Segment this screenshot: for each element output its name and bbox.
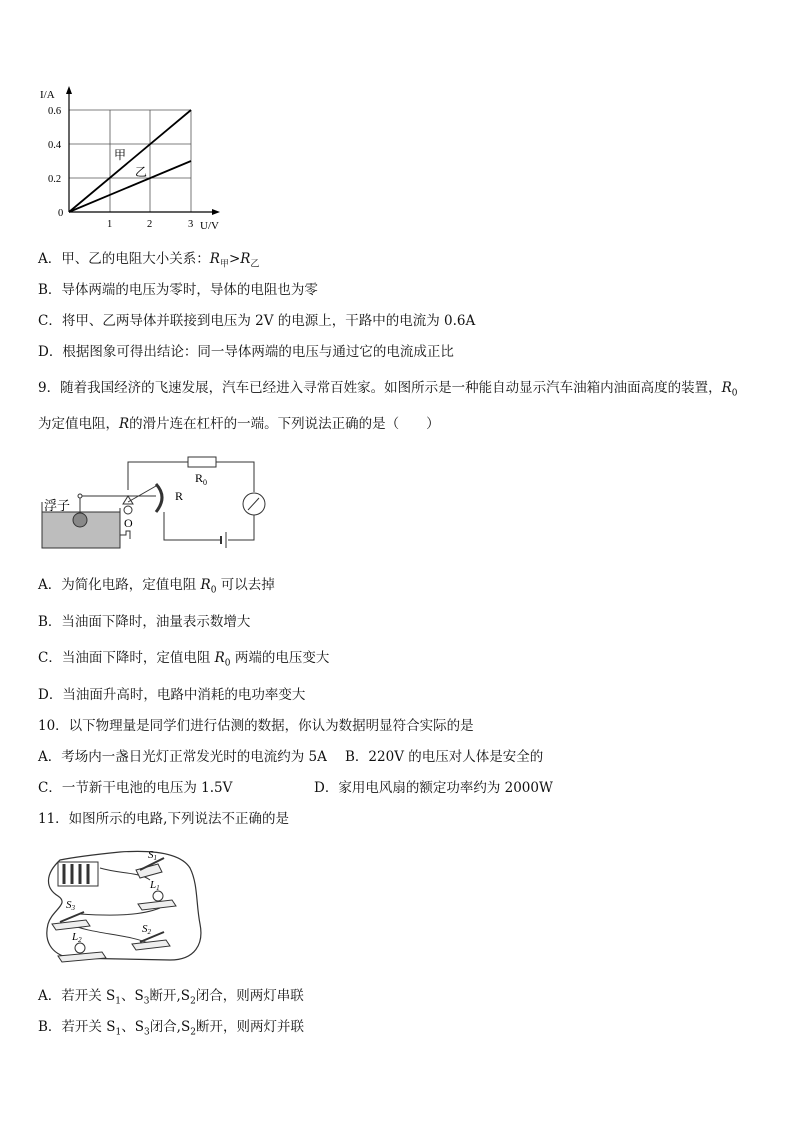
q9-stem-line2: 为定值电阻，R的滑片连在杠杆的一端。下列说法正确的是（ ） xyxy=(38,416,440,432)
r-label: R xyxy=(175,489,184,503)
x-axis-label: U/V xyxy=(200,220,219,232)
label-jia: 甲 xyxy=(114,148,127,162)
l2-label: L2 xyxy=(72,931,82,944)
slider-lever xyxy=(128,486,156,502)
q10-option-a: A．考场内一盏日光灯正常发光时的电流约为 5A xyxy=(38,749,327,765)
x-tick-1: 1 xyxy=(107,219,113,230)
circuit-figure xyxy=(40,844,210,974)
tank-outlet xyxy=(120,531,130,539)
q10-stem: 10．以下物理量是同学们进行估测的数据，你认为数据明显符合实际的是 xyxy=(38,718,474,734)
oil-gauge-figure xyxy=(38,452,278,556)
q9-option-b: B．当油面下降时，油量表示数增大 xyxy=(38,614,251,630)
wire-bottom-right xyxy=(228,515,254,540)
line-yi xyxy=(69,161,191,212)
resistor-r0 xyxy=(188,457,216,467)
y-axis-label: I/A xyxy=(40,89,55,101)
s3-label: S3 xyxy=(66,899,75,912)
y-tick-04: 0.4 xyxy=(48,140,62,151)
battery-icon xyxy=(58,862,98,886)
x-tick-2: 2 xyxy=(147,219,153,230)
pivot-o-circle xyxy=(124,506,132,514)
lamp-l1-icon xyxy=(138,891,176,910)
iu-graph xyxy=(36,82,236,232)
float-label: 浮子 xyxy=(44,498,71,513)
q9-stem-line1: 9．随着我国经济的飞速发展，汽车已经进入寻常百姓家。如图所示是一种能自动显示汽车油箱内油面高度的装置，$R_0$ xyxy=(38,380,738,399)
y-tick-06: 0.6 xyxy=(48,106,62,117)
switch-s1-icon xyxy=(136,858,164,878)
q11-stem: 11．如图所示的电路,下列说法不正确的是 xyxy=(38,811,289,827)
q8-option-d: D．根据图象可得出结论：同一导体两端的电压与通过它的电流成正比 xyxy=(38,344,454,360)
x-tick-3: 3 xyxy=(188,219,194,230)
variable-resistor-arc xyxy=(156,484,162,512)
q9-option-a: A．为简化电路，定值电阻 $R_0$ 可以去掉 xyxy=(38,577,275,596)
q11-option-b: B．若开关 $S_1$、$S_3$闭合$,S_2$断开，则两灯并联 xyxy=(38,1019,304,1038)
q8-option-c: C．将甲、乙两导体并联接到电压为 2V 的电源上，干路中的电流为 0.6A xyxy=(38,313,476,329)
l1-label: L1 xyxy=(150,879,160,892)
label-yi: 乙 xyxy=(135,165,148,179)
o-label: O xyxy=(124,516,133,530)
r0-label: $R_0$ xyxy=(195,471,208,487)
s2-label: S2 xyxy=(142,923,151,936)
y-tick-02: 0.2 xyxy=(48,174,62,185)
q10-option-d: D．家用电风扇的额定功率约为 2000W xyxy=(314,780,553,796)
s1-label: S1 xyxy=(148,849,157,862)
switch-s2-icon xyxy=(132,932,170,950)
q8-option-b: B．导体两端的电压为零时，导体的电阻也为零 xyxy=(38,282,318,298)
q10-option-c: C．一节新干电池的电压为 1.5V xyxy=(38,780,233,796)
origin-label: 0 xyxy=(58,208,64,219)
line-jia xyxy=(69,110,191,212)
q11-option-a: A．若开关 $S_1$、$S_3$断开$,S_2$闭合，则两灯串联 xyxy=(38,988,304,1007)
q8-option-a: A．甲、乙的电阻大小关系：$R_甲>R_乙$ xyxy=(38,251,260,270)
lamp-l2-icon xyxy=(58,943,106,962)
float-ball xyxy=(73,513,87,527)
q9-option-d: D．当油面升高时，电路中消耗的电功率变大 xyxy=(38,687,306,703)
q9-option-c: C．当油面下降时，定值电阻 $R_0$ 两端的电压变大 xyxy=(38,650,330,669)
wire-top-right xyxy=(216,462,254,492)
x-axis-arrow xyxy=(212,209,220,215)
wire-bottom-left xyxy=(164,512,221,540)
pivot-point xyxy=(78,494,82,498)
q10-option-b: B．220V 的电压对人体是安全的 xyxy=(345,749,544,765)
y-axis-arrow xyxy=(66,86,72,94)
